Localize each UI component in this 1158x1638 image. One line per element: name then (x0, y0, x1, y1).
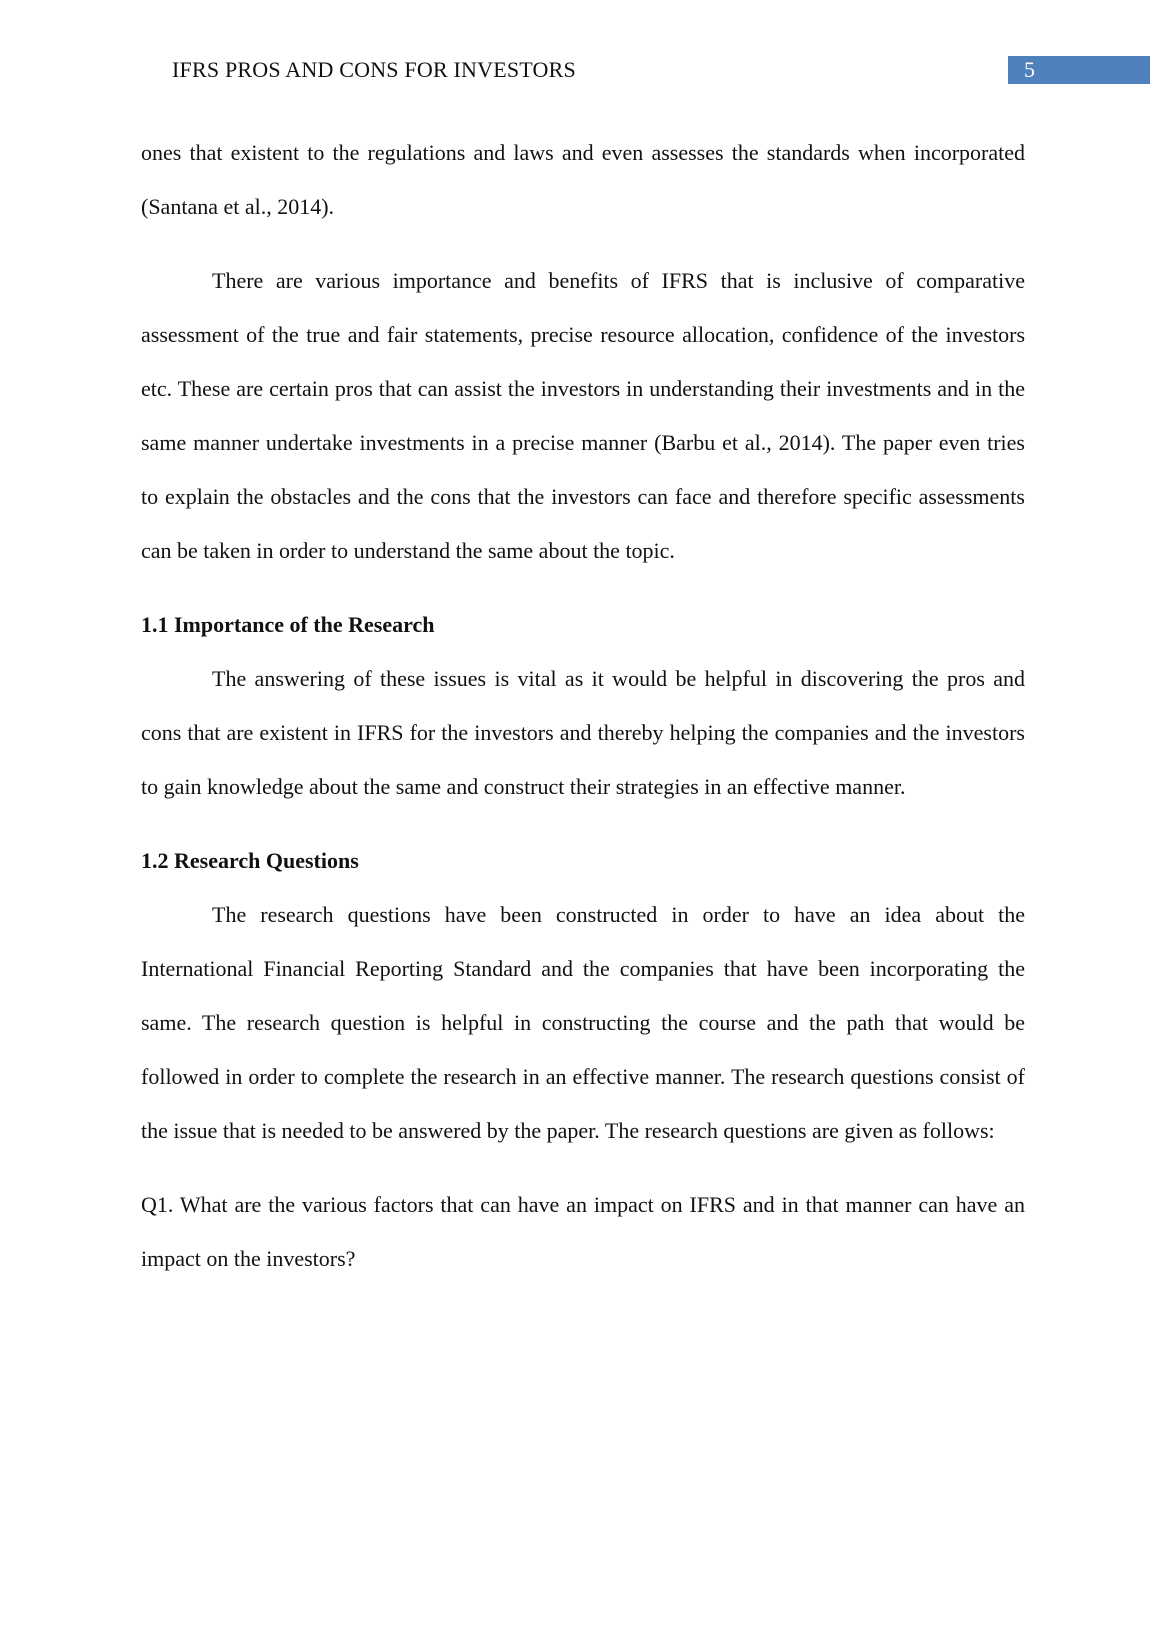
section-heading-importance: 1.1 Importance of the Research (141, 612, 435, 637)
document-body (141, 126, 1025, 1286)
paragraph-intro-continuation: ones that existent to the regulations and laws and even assesses the standards when incorporated (Santana et al., 2014). (141, 140, 1025, 219)
section-heading-research-questions: 1.2 Research Questions (141, 848, 359, 873)
paragraph-importance: The answering of these issues is vital as it would be helpful in discovering the pros and cons that are existent in IFRS for the investors and thereby helping the companies and the investors to gain knowledge about the same and construct their strategies in an effective manner. (141, 666, 1025, 799)
paragraph-research-questions: The research questions have been constructed in order to have an idea about the International Financial Reporting Standard and the companies that have been incorporating the same. The research question is helpful in constructing the course and the path that would be followed in order to complete the research in an effective manner. The research questions consist of the issue that is needed to be answered by the paper. The research questions are given as follows: (141, 902, 1025, 1143)
running-header-title: IFRS PROS AND CONS FOR INVESTORS (172, 57, 576, 82)
page-number-badge: 5 (1008, 56, 1150, 84)
research-question-q1: Q1. What are the various factors that can have an impact on IFRS and in that manner can have an impact on the investors? (141, 1192, 1025, 1271)
paragraph-benefits: There are various importance and benefits of IFRS that is inclusive of comparative assessment of the true and fair statements, precise resource allocation, confidence of the investors etc. These are certain pros that can assist the investors in understanding their investments and in the same manner undertake investments in a precise manner (Barbu et al., 2014). The paper even tries to explain the obstacles and the cons that the investors can face and therefore specific assessments can be taken in order to understand the same about the topic. (141, 268, 1025, 563)
